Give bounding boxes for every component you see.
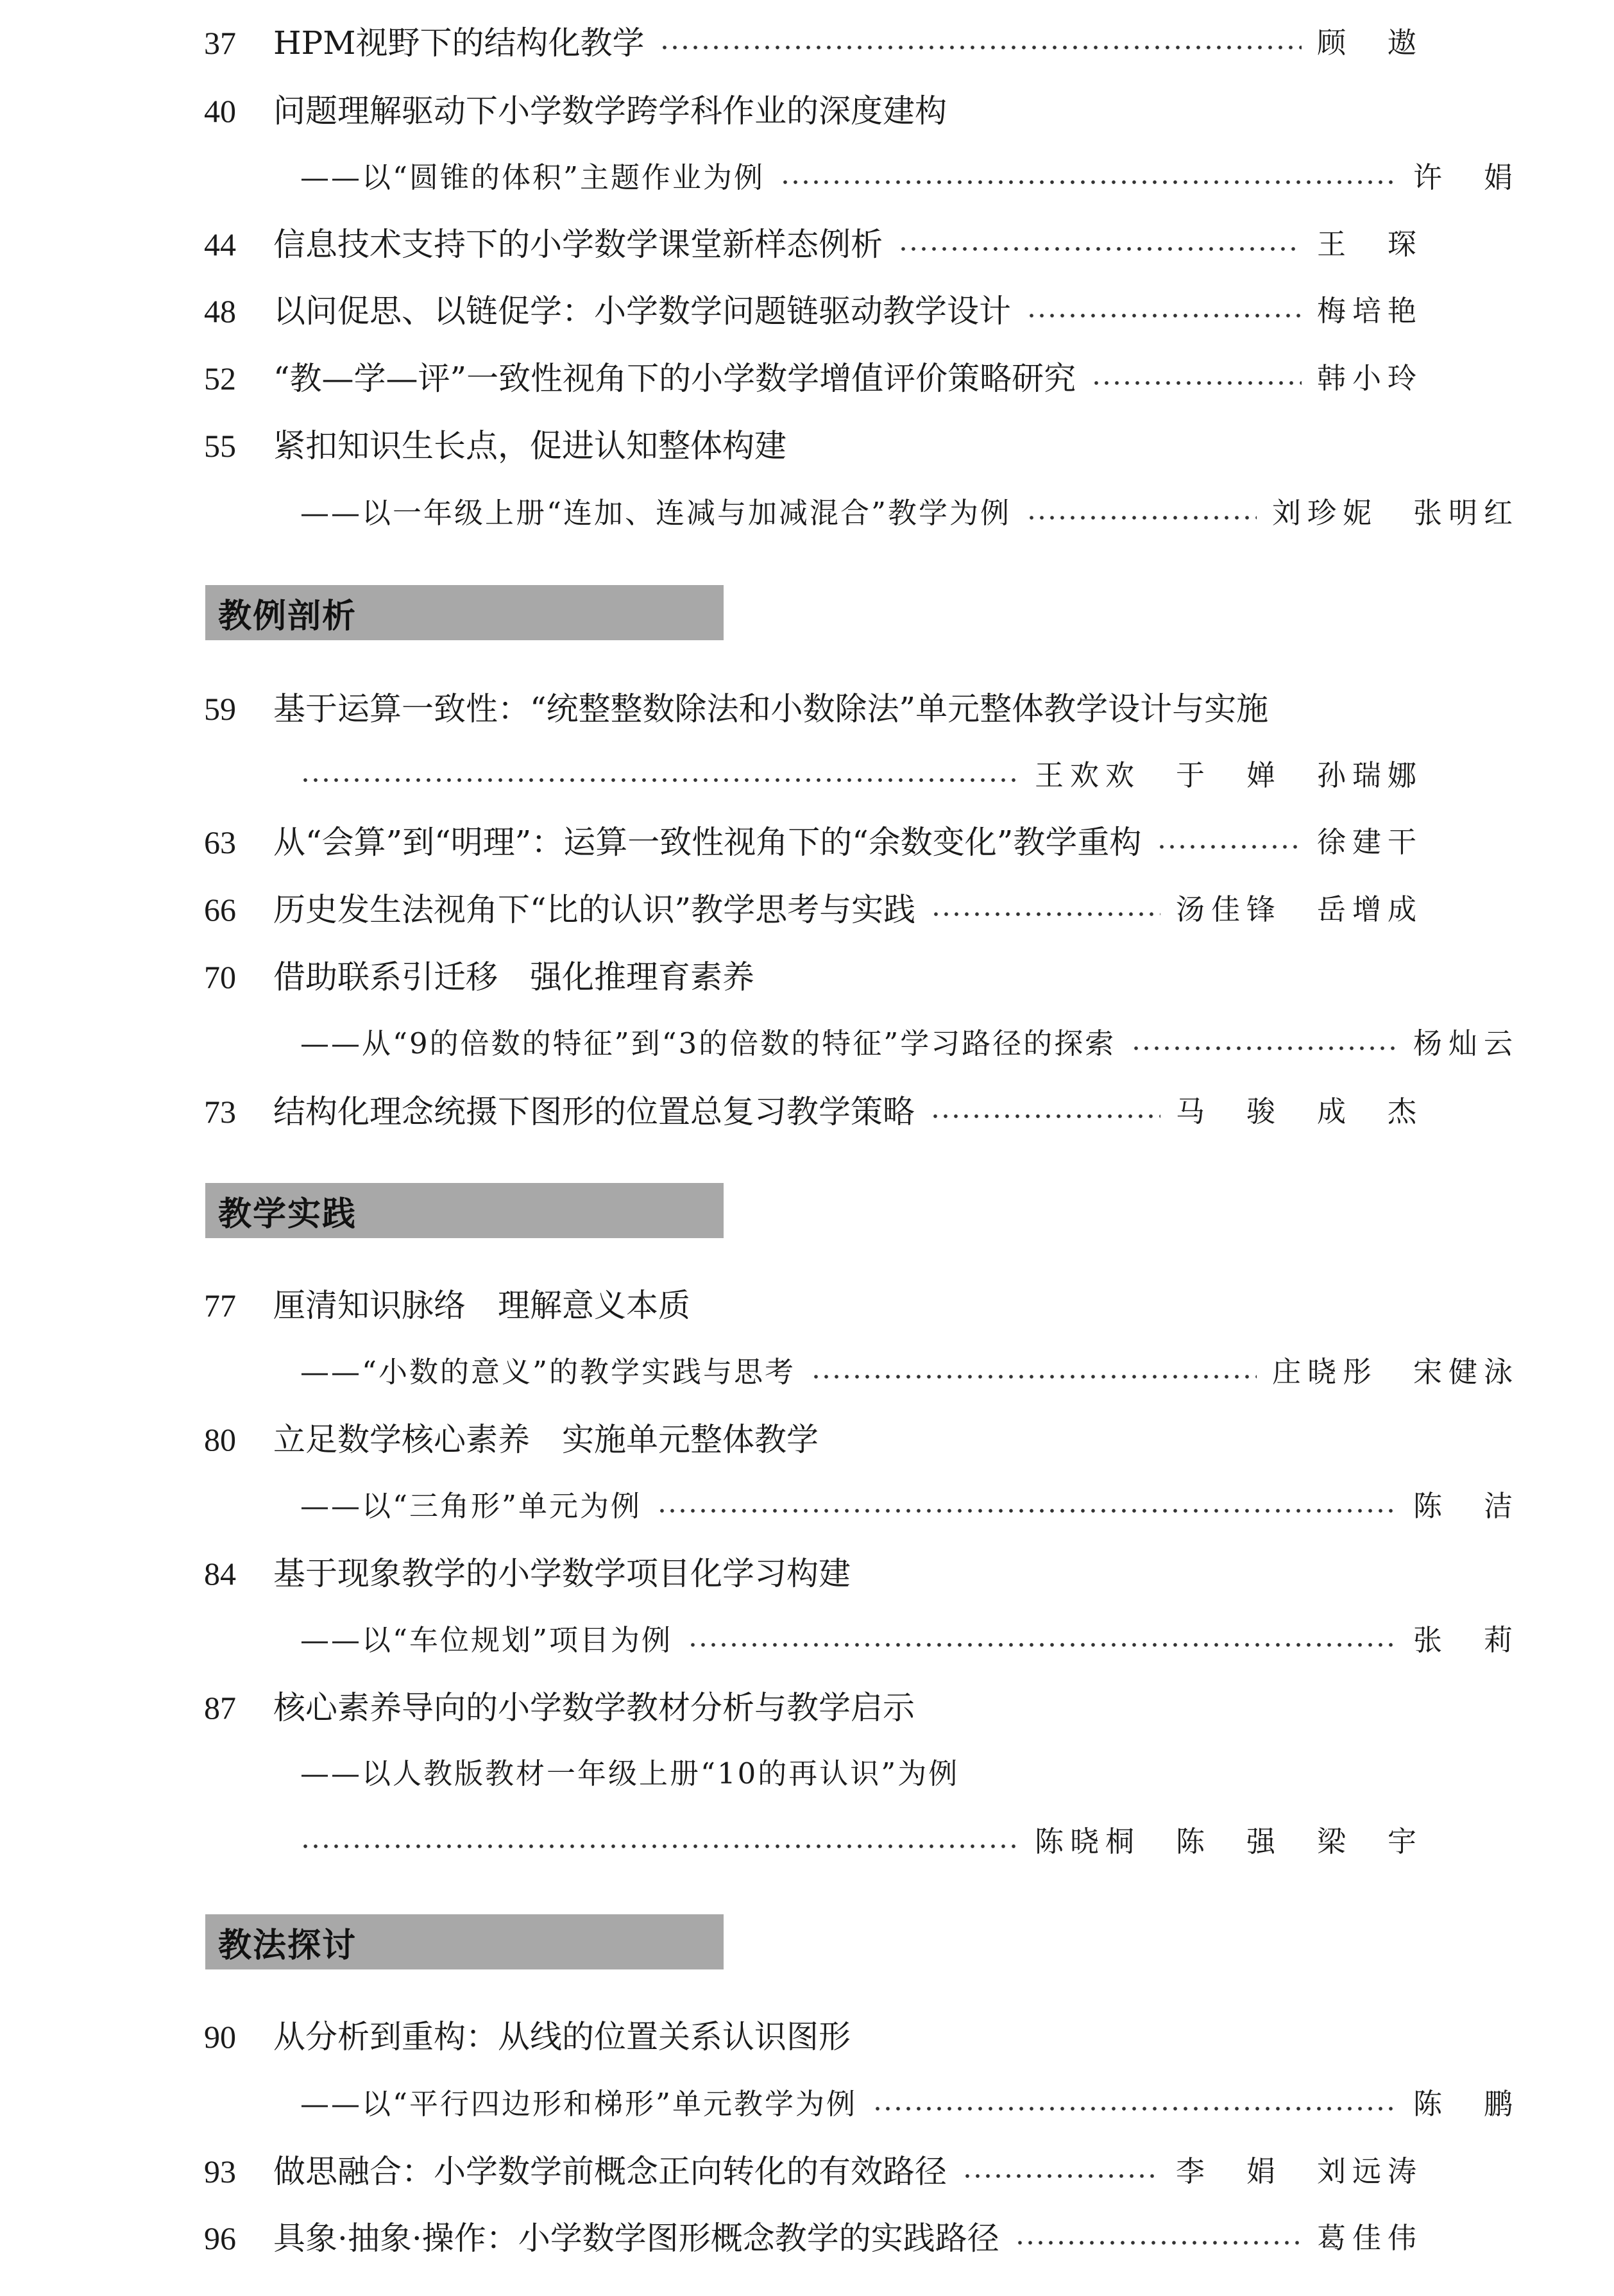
leader-dots [931, 912, 1160, 916]
section-header [205, 585, 724, 640]
article-title: 厘清知识脉络 理解意义本质 [273, 1287, 690, 1324]
author: 陈晓桐 陈 强 梁 宇 [1034, 1824, 1423, 1858]
section-title: 教例剖析 [218, 597, 357, 636]
author: 李 娟 刘远涛 [1175, 2154, 1423, 2188]
leader-dots [657, 1509, 1398, 1513]
page-number: 80 [204, 1422, 236, 1458]
article-title: 信息技术支持下的小学数学课堂新样态例析 [273, 226, 883, 263]
article-subtitle: ——“小数的意义”的教学实践与思考 [300, 1355, 796, 1389]
leader-dots [300, 1844, 1019, 1848]
section-title: 教法探讨 [218, 1926, 357, 1965]
toc-subtitle-line[interactable] [204, 1343, 1519, 1401]
article-subtitle: ——从“9的倍数的特征”到“3的倍数的特征”学习路径的探索 [300, 1026, 1116, 1060]
toc-entry[interactable] [204, 417, 1423, 475]
article-title: 以问促思、以链促学：小学数学问题链驱动教学设计 [273, 293, 1011, 330]
toc-entry[interactable] [204, 813, 1423, 871]
page-number: 77 [204, 1288, 236, 1323]
page-number: 96 [204, 2220, 236, 2256]
toc-entry[interactable] [204, 282, 1423, 340]
section-header [205, 1914, 724, 1969]
article-title: 从分析到重构：从线的位置关系认识图形 [273, 2018, 851, 2055]
author: 梅培艳 [1316, 294, 1423, 328]
article-title: 核心素养导向的小学数学教材分析与教学启示 [273, 1689, 915, 1726]
section-title: 教学实践 [218, 1195, 357, 1234]
author: 汤佳锋 岳增成 [1175, 892, 1423, 926]
page-number: 48 [204, 293, 236, 329]
author: 韩小玲 [1316, 361, 1423, 395]
page-number: 73 [204, 1094, 236, 1130]
article-title: 紧扣知识生长点，促进认知整体构建 [273, 427, 786, 464]
leader-dots [688, 1643, 1398, 1647]
author: 庄晓彤 宋健泳 [1271, 1355, 1519, 1389]
page-number: 59 [204, 691, 236, 727]
leader-dots [1091, 381, 1302, 385]
author: 王欢欢 于 婵 孙瑞娜 [1034, 758, 1423, 792]
toc-entry[interactable] [204, 881, 1423, 939]
toc-entry[interactable] [204, 1545, 1423, 1603]
toc-author-line[interactable] [204, 1813, 1423, 1871]
article-title: 立足数学核心素养 实施单元整体教学 [273, 1421, 819, 1458]
author: 陈 鹏 [1413, 2087, 1519, 2121]
toc-subtitle-line[interactable] [204, 1015, 1519, 1073]
article-title: 基于运算一致性：“统整整数除法和小数除法”单元整体教学设计与实施 [273, 690, 1269, 727]
toc-entry[interactable] [204, 1411, 1423, 1468]
author: 葛佳伟 [1316, 2221, 1423, 2255]
page-number: 84 [204, 1556, 236, 1592]
author: 张 莉 [1413, 1623, 1519, 1657]
leader-dots [1015, 2241, 1302, 2245]
article-title: 从“会算”到“明理”：运算一致性视角下的“余数变化”教学重构 [273, 824, 1142, 861]
toc-entry[interactable] [204, 350, 1423, 407]
toc-subtitle-line[interactable] [204, 2075, 1519, 2133]
leader-dots [872, 2107, 1398, 2111]
article-subtitle: ——以“圆锥的体积”主题作业为例 [300, 160, 765, 194]
page-number: 44 [204, 226, 236, 262]
article-title: 结构化理念统摄下图形的位置总复习教学策略 [273, 1093, 915, 1130]
toc-subtitle-line[interactable] [204, 484, 1519, 542]
leader-dots [1131, 1046, 1398, 1050]
page-number: 70 [204, 959, 236, 995]
leader-dots [930, 1114, 1160, 1118]
page-number: 66 [204, 892, 236, 928]
author: 许 娟 [1413, 160, 1519, 194]
page-number: 63 [204, 824, 236, 860]
toc-entry[interactable] [204, 1083, 1423, 1141]
author: 顾 遨 [1316, 26, 1423, 60]
article-subtitle: ——以人教版教材一年级上册“10的再认识”为例 [300, 1756, 960, 1790]
toc-subtitle-line[interactable] [204, 1477, 1519, 1535]
section-header [205, 1183, 724, 1238]
author: 徐建干 [1316, 825, 1423, 859]
author: 王 琛 [1316, 227, 1423, 261]
page-number: 90 [204, 2019, 236, 2055]
article-subtitle: ——以“三角形”单元为例 [300, 1489, 642, 1523]
author: 杨灿云 [1413, 1026, 1519, 1060]
page-number: 55 [204, 428, 236, 464]
leader-dots [780, 180, 1398, 184]
toc-entry[interactable] [204, 948, 1423, 1006]
page-number: 40 [204, 93, 236, 129]
toc-entry[interactable] [204, 14, 1423, 72]
article-title: 具象·抽象·操作：小学数学图形概念教学的实践路径 [273, 2220, 999, 2257]
leader-dots [811, 1375, 1257, 1379]
toc-entry[interactable] [204, 2143, 1423, 2200]
article-title: 问题理解驱动下小学数学跨学科作业的深度建构 [273, 92, 947, 130]
article-title: “教—学—评”一致性视角下的小学数学增值评价策略研究 [273, 360, 1076, 397]
toc-entry[interactable] [204, 2008, 1423, 2066]
page-number: 87 [204, 1690, 236, 1726]
toc-entry[interactable] [204, 82, 1423, 140]
page-number: 37 [204, 25, 236, 61]
leader-dots [962, 2174, 1160, 2178]
leader-dots [1026, 314, 1302, 318]
author: 陈 洁 [1413, 1489, 1519, 1523]
toc-subtitle-line[interactable] [204, 1611, 1519, 1669]
toc-entry[interactable] [204, 1277, 1423, 1334]
article-title: 基于现象教学的小学数学项目化学习构建 [273, 1555, 851, 1592]
article-subtitle: ——以“车位规划”项目为例 [300, 1623, 673, 1657]
article-title: 做思融合：小学数学前概念正向转化的有效路径 [273, 2153, 947, 2190]
author: 马 骏 成 杰 [1175, 1094, 1423, 1128]
toc-entry[interactable] [204, 2209, 1423, 2267]
toc-author-line[interactable] [204, 747, 1423, 804]
toc-entry[interactable] [204, 216, 1423, 273]
toc-entry[interactable] [204, 1679, 1423, 1737]
article-title: HPM视野下的结构化教学 [273, 24, 645, 62]
article-subtitle: ——以一年级上册“连加、连减与加减混合”教学为例 [300, 496, 1012, 530]
page-number: 93 [204, 2154, 236, 2190]
leader-dots [1026, 516, 1257, 520]
leader-dots [300, 778, 1019, 782]
leader-dots [659, 46, 1302, 49]
leader-dots [898, 247, 1302, 251]
toc-subtitle-line[interactable] [204, 1745, 1519, 1803]
leader-dots [1157, 845, 1302, 849]
author: 刘珍妮 张明红 [1271, 496, 1519, 530]
article-subtitle: ——以“平行四边形和梯形”单元教学为例 [300, 2087, 858, 2121]
article-title: 借助联系引迁移 强化推理育素养 [273, 958, 754, 996]
toc-entry[interactable] [204, 680, 1423, 738]
toc-subtitle-line[interactable] [204, 149, 1519, 207]
article-title: 历史发生法视角下“比的认识”教学思考与实践 [273, 891, 916, 928]
page-number: 52 [204, 361, 236, 396]
